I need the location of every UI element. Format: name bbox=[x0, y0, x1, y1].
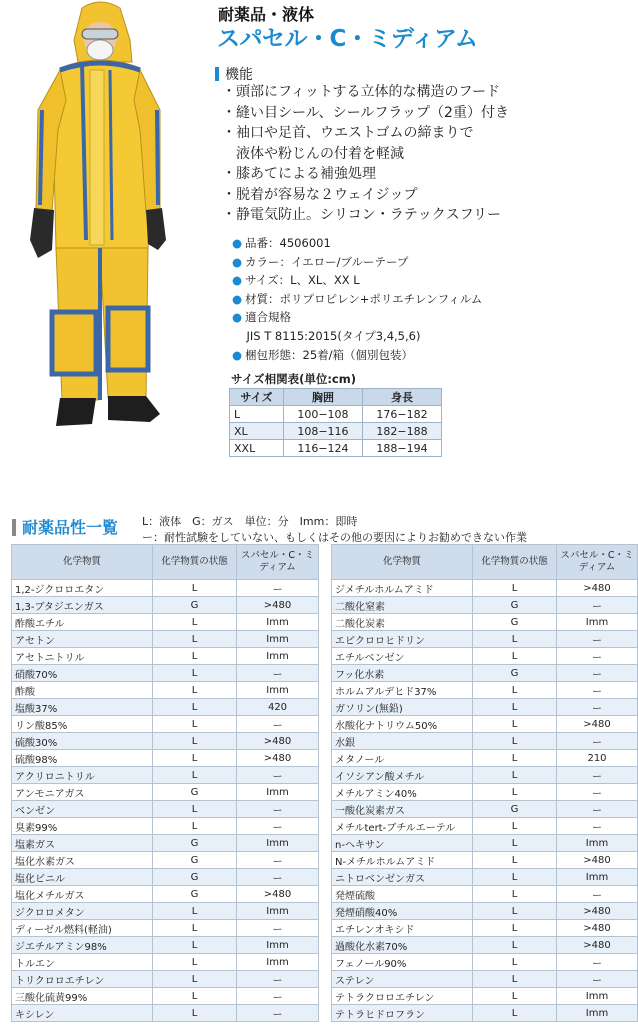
feature-item: ・静電気防止。シリコン・ラテックスフリー bbox=[222, 207, 502, 223]
size-table-caption: サイズ相関表(単位:cm) bbox=[231, 372, 356, 386]
chemical-name: 硝酸70% bbox=[12, 665, 153, 682]
chemical-state: L bbox=[473, 937, 557, 954]
breakthrough-time: ー bbox=[557, 801, 638, 818]
bullet-icon: ● bbox=[232, 291, 243, 306]
chemical-name: ステレン bbox=[332, 971, 473, 988]
breakthrough-time: Imm bbox=[557, 869, 638, 886]
chemical-name: N-メチルホルムアミド bbox=[332, 852, 473, 869]
table-row bbox=[332, 631, 638, 648]
chemical-name: 1,3-ブタジエンガス bbox=[12, 597, 153, 614]
chem-legend-note: ー：耐性試験をしていない、もしくはその他の要因によりお勧めできない作業 bbox=[142, 531, 527, 544]
chemical-name: 塩素ガス bbox=[12, 835, 153, 852]
table-row bbox=[12, 818, 319, 835]
table-row bbox=[12, 699, 319, 716]
breakthrough-time: Imm bbox=[237, 682, 319, 699]
breakthrough-time: Imm bbox=[237, 835, 319, 852]
breakthrough-time: >480 bbox=[237, 733, 319, 750]
table-row bbox=[12, 733, 319, 750]
breakthrough-time: ー bbox=[237, 767, 319, 784]
table-row bbox=[332, 580, 638, 597]
chemical-state: G bbox=[153, 886, 237, 903]
bullet-icon: ● bbox=[232, 236, 243, 250]
chem-table-header bbox=[12, 545, 319, 580]
table-row bbox=[12, 665, 319, 682]
chemical-name: 硫酸98% bbox=[12, 750, 153, 767]
table-row bbox=[230, 423, 442, 440]
chemical-name: ホルムアルデヒド37% bbox=[332, 682, 473, 699]
feature-item: ・袖口や足首、ウエストゴムの締まりで bbox=[222, 125, 474, 141]
chemical-name: ニトロベンゼンガス bbox=[332, 869, 473, 886]
chemical-state: L bbox=[153, 733, 237, 750]
column-header: 化学物質の状態 bbox=[153, 545, 237, 580]
chemical-state: L bbox=[153, 699, 237, 716]
chemical-state: L bbox=[153, 716, 237, 733]
breakthrough-time: >480 bbox=[237, 750, 319, 767]
spec-text: 梱包形態：25着/箱（個別包装） bbox=[245, 347, 414, 362]
table-row bbox=[12, 852, 319, 869]
table-row bbox=[332, 699, 638, 716]
breakthrough-time: Imm bbox=[237, 954, 319, 971]
chemical-name: n-ヘキサン bbox=[332, 835, 473, 852]
table-row bbox=[332, 648, 638, 665]
chemical-state: L bbox=[473, 1005, 557, 1022]
breakthrough-time: ー bbox=[237, 1005, 319, 1022]
table-row bbox=[332, 801, 638, 818]
column-header: 化学物質の状態 bbox=[473, 545, 557, 580]
table-row bbox=[12, 784, 319, 801]
breakthrough-time: ー bbox=[557, 682, 638, 699]
column-header: 胸囲 bbox=[283, 389, 362, 406]
breakthrough-time: Imm bbox=[237, 648, 319, 665]
column-header: スパセル・C・ミディアム bbox=[557, 545, 638, 580]
chemical-state: L bbox=[153, 954, 237, 971]
table-cell: 182−188 bbox=[362, 423, 441, 440]
spec-item bbox=[232, 308, 482, 327]
spec-item bbox=[232, 253, 482, 272]
column-header: スパセル・C・ミディアム bbox=[237, 545, 319, 580]
table-row bbox=[332, 767, 638, 784]
chemical-state: L bbox=[473, 988, 557, 1005]
table-row bbox=[12, 631, 319, 648]
chemical-state: L bbox=[153, 750, 237, 767]
table-row bbox=[332, 1005, 638, 1022]
feature-item: ・縫い目シール、シールフラップ（2重）付き bbox=[222, 104, 509, 121]
chemical-name: アセトニトリル bbox=[12, 648, 153, 665]
chemical-state: L bbox=[153, 665, 237, 682]
chemical-state: G bbox=[153, 852, 237, 869]
chemical-name: 発煙硝酸40% bbox=[332, 903, 473, 920]
breakthrough-time: ー bbox=[557, 954, 638, 971]
chemical-state: L bbox=[153, 767, 237, 784]
bullet-icon: ● bbox=[232, 273, 243, 288]
breakthrough-time: >480 bbox=[237, 597, 319, 614]
size-table-header bbox=[230, 389, 442, 406]
bullet-icon: ● bbox=[232, 254, 243, 269]
breakthrough-time: ー bbox=[237, 852, 319, 869]
table-row bbox=[332, 988, 638, 1005]
chemical-state: L bbox=[473, 818, 557, 835]
chemical-name: イソシアン酸メチル bbox=[332, 767, 473, 784]
chemical-name: メチルアミン40% bbox=[332, 784, 473, 801]
chemical-state: L bbox=[473, 682, 557, 699]
chemical-state: L bbox=[473, 852, 557, 869]
chemical-name: アクリロニトリル bbox=[12, 767, 153, 784]
chemical-state: G bbox=[153, 869, 237, 886]
breakthrough-time: ー bbox=[557, 648, 638, 665]
chemical-name: ジメチルホルムアミド bbox=[332, 580, 473, 597]
breakthrough-time: 420 bbox=[237, 699, 319, 716]
table-row bbox=[332, 903, 638, 920]
table-row bbox=[230, 406, 442, 423]
chemical-state: L bbox=[153, 988, 237, 1005]
spec-text: JIS T 8115:2015(タイプ3,4,5,6) bbox=[235, 328, 421, 343]
chemical-name: リン酸85% bbox=[12, 716, 153, 733]
chemical-state: L bbox=[153, 971, 237, 988]
chemical-state: L bbox=[473, 733, 557, 750]
spec-item bbox=[232, 234, 482, 253]
breakthrough-time: ー bbox=[557, 631, 638, 648]
chemical-state: L bbox=[473, 784, 557, 801]
table-row bbox=[12, 920, 319, 937]
spec-item bbox=[232, 290, 482, 309]
chemical-name: ベンゼン bbox=[12, 801, 153, 818]
table-row bbox=[12, 869, 319, 886]
table-row bbox=[12, 682, 319, 699]
breakthrough-time: ー bbox=[237, 665, 319, 682]
table-row bbox=[12, 971, 319, 988]
table-row bbox=[332, 597, 638, 614]
chemical-name: ディーゼル燃料(軽油) bbox=[12, 920, 153, 937]
chemical-name: フェノール90% bbox=[332, 954, 473, 971]
breakthrough-time: ー bbox=[557, 665, 638, 682]
chemical-name: 酢酸 bbox=[12, 682, 153, 699]
feature-item: ・膝あてによる補強処理 bbox=[222, 166, 376, 182]
table-cell: 116−124 bbox=[283, 440, 362, 457]
breakthrough-time: ー bbox=[557, 818, 638, 835]
table-row bbox=[332, 886, 638, 903]
column-header: 化学物質 bbox=[12, 545, 153, 580]
table-row bbox=[12, 614, 319, 631]
breakthrough-time: ー bbox=[557, 597, 638, 614]
breakthrough-time: ー bbox=[237, 920, 319, 937]
breakthrough-time: ー bbox=[237, 869, 319, 886]
features-heading: 機能 bbox=[215, 64, 253, 84]
table-row bbox=[12, 716, 319, 733]
feature-item: 液体や粉じんの付着を軽減 bbox=[222, 145, 404, 162]
feature-item: ・脱着が容易な２ウェイジップ bbox=[222, 186, 418, 203]
chemical-state: L bbox=[153, 648, 237, 665]
chemical-name: ジクロロメタン bbox=[12, 903, 153, 920]
breakthrough-time: Imm bbox=[237, 631, 319, 648]
table-cell: 188−194 bbox=[362, 440, 441, 457]
chemical-state: L bbox=[153, 682, 237, 699]
chemical-state: L bbox=[473, 971, 557, 988]
chemical-state: L bbox=[153, 614, 237, 631]
chemical-name: 発煙硫酸 bbox=[332, 886, 473, 903]
chemical-name: 塩化ビニル bbox=[12, 869, 153, 886]
table-row bbox=[332, 971, 638, 988]
table-row bbox=[12, 835, 319, 852]
chemical-name: 水酸化ナトリウム50% bbox=[332, 716, 473, 733]
table-cell: XL bbox=[230, 423, 284, 440]
chemical-name: メタノール bbox=[332, 750, 473, 767]
table-row bbox=[332, 818, 638, 835]
chemical-state: L bbox=[473, 631, 557, 648]
spec-text: 品番：4506001 bbox=[245, 236, 331, 250]
table-row bbox=[12, 801, 319, 818]
chemical-name: 過酸化水素70% bbox=[332, 937, 473, 954]
chemical-name: トルエン bbox=[12, 954, 153, 971]
chemical-name: 塩化メチルガス bbox=[12, 886, 153, 903]
breakthrough-time: ー bbox=[557, 767, 638, 784]
chemical-name: 水銀 bbox=[332, 733, 473, 750]
chemical-name: ジエチルアミン98% bbox=[12, 937, 153, 954]
spec-item bbox=[232, 346, 482, 365]
chemical-state: L bbox=[473, 835, 557, 852]
chemical-name: 三酸化硫黄99% bbox=[12, 988, 153, 1005]
chemical-name: 塩酸37% bbox=[12, 699, 153, 716]
chem-table-left bbox=[11, 544, 319, 1022]
spec-item bbox=[232, 271, 482, 290]
chemical-state: L bbox=[153, 920, 237, 937]
chemical-state: G bbox=[473, 665, 557, 682]
table-row bbox=[12, 767, 319, 784]
table-row bbox=[332, 920, 638, 937]
breakthrough-time: >480 bbox=[557, 937, 638, 954]
product-title: スパセル・C・ミディアム bbox=[217, 26, 478, 52]
table-row bbox=[12, 1005, 319, 1022]
bullet-icon: ● bbox=[232, 310, 243, 325]
breakthrough-time: ー bbox=[237, 988, 319, 1005]
chemical-state: L bbox=[153, 818, 237, 835]
table-row bbox=[12, 954, 319, 971]
table-cell: 100−108 bbox=[283, 406, 362, 423]
breakthrough-time: ー bbox=[237, 801, 319, 818]
breakthrough-time: Imm bbox=[237, 937, 319, 954]
chem-table-header bbox=[332, 545, 638, 580]
breakthrough-time: ー bbox=[237, 818, 319, 835]
chemical-name: 塩化水素ガス bbox=[12, 852, 153, 869]
chemical-name: 二酸化窒素 bbox=[332, 597, 473, 614]
spec-text: 材質：ポリプロピレン+ポリエチレンフィルム bbox=[245, 291, 483, 306]
heading-bar bbox=[215, 67, 219, 81]
chemical-name: アセトン bbox=[12, 631, 153, 648]
table-row bbox=[332, 835, 638, 852]
chemical-state: L bbox=[153, 937, 237, 954]
chemical-name: 酢酸エチル bbox=[12, 614, 153, 631]
breakthrough-time: >480 bbox=[557, 580, 638, 597]
chemical-name: キシレン bbox=[12, 1005, 153, 1022]
chem-legend: L：液体 G：ガス 単位：分 Imm：即時 bbox=[142, 515, 358, 528]
chemical-state: G bbox=[153, 597, 237, 614]
breakthrough-time: ー bbox=[557, 971, 638, 988]
table-row bbox=[12, 648, 319, 665]
spec-text: 適合規格 bbox=[245, 310, 292, 325]
chemical-name: エチルベンゼン bbox=[332, 648, 473, 665]
features-list bbox=[222, 82, 509, 226]
table-row bbox=[332, 784, 638, 801]
table-cell: 108−116 bbox=[283, 423, 362, 440]
table-row bbox=[332, 869, 638, 886]
chemical-name: エチレンオキシド bbox=[332, 920, 473, 937]
table-row bbox=[332, 665, 638, 682]
chemical-name: ガソリン(無鉛) bbox=[332, 699, 473, 716]
breakthrough-time: 210 bbox=[557, 750, 638, 767]
table-row bbox=[12, 903, 319, 920]
breakthrough-time: Imm bbox=[237, 614, 319, 631]
table-cell: L bbox=[230, 406, 284, 423]
table-row bbox=[332, 750, 638, 767]
specs-list bbox=[232, 234, 482, 364]
chemical-state: G bbox=[473, 597, 557, 614]
chemical-state: G bbox=[473, 801, 557, 818]
breakthrough-time: ー bbox=[557, 699, 638, 716]
spec-text: カラー：イエロー/ブルーテープ bbox=[245, 254, 409, 269]
breakthrough-time: ー bbox=[237, 580, 319, 597]
size-table bbox=[229, 388, 442, 457]
chem-table-right bbox=[331, 544, 638, 1022]
table-row bbox=[332, 682, 638, 699]
chemical-state: L bbox=[473, 767, 557, 784]
chemical-state: L bbox=[473, 716, 557, 733]
breakthrough-time: Imm bbox=[557, 988, 638, 1005]
breakthrough-time: Imm bbox=[557, 614, 638, 631]
table-cell: XXL bbox=[230, 440, 284, 457]
chemical-name: 一酸化炭素ガス bbox=[332, 801, 473, 818]
table-row bbox=[332, 733, 638, 750]
spec-item bbox=[232, 327, 482, 346]
table-row bbox=[230, 440, 442, 457]
chemical-state: G bbox=[473, 614, 557, 631]
breakthrough-time: Imm bbox=[557, 1005, 638, 1022]
chemical-state: L bbox=[153, 801, 237, 818]
table-cell: 176−182 bbox=[362, 406, 441, 423]
bullet-icon: ● bbox=[232, 347, 243, 362]
chemical-name: アンモニアガス bbox=[12, 784, 153, 801]
column-header: 化学物質 bbox=[332, 545, 473, 580]
breakthrough-time: ー bbox=[557, 784, 638, 801]
table-row bbox=[12, 886, 319, 903]
chemical-name: テトラクロロエチレン bbox=[332, 988, 473, 1005]
breakthrough-time: Imm bbox=[237, 784, 319, 801]
breakthrough-time: >480 bbox=[557, 716, 638, 733]
chemical-state: L bbox=[473, 903, 557, 920]
chemical-state: L bbox=[473, 699, 557, 716]
table-row bbox=[332, 852, 638, 869]
chemical-name: フッ化水素 bbox=[332, 665, 473, 682]
breakthrough-time: >480 bbox=[557, 903, 638, 920]
breakthrough-time: ー bbox=[237, 716, 319, 733]
product-category: 耐薬品・液体 bbox=[218, 5, 315, 24]
breakthrough-time: Imm bbox=[557, 835, 638, 852]
breakthrough-time: >480 bbox=[557, 920, 638, 937]
chemical-state: G bbox=[153, 835, 237, 852]
chemical-state: L bbox=[473, 886, 557, 903]
chemical-state: L bbox=[153, 580, 237, 597]
chemical-state: L bbox=[153, 631, 237, 648]
chemical-state: L bbox=[473, 750, 557, 767]
heading-bar bbox=[12, 519, 16, 536]
chemical-state: L bbox=[473, 648, 557, 665]
breakthrough-time: ー bbox=[557, 733, 638, 750]
table-row bbox=[332, 954, 638, 971]
table-row bbox=[12, 580, 319, 597]
table-row bbox=[12, 937, 319, 954]
breakthrough-time: ー bbox=[237, 971, 319, 988]
chem-heading: 耐薬品性一覧 bbox=[12, 515, 118, 538]
chemical-name: トリクロロエチレン bbox=[12, 971, 153, 988]
chemical-state: L bbox=[473, 869, 557, 886]
chemical-name: 二酸化炭素 bbox=[332, 614, 473, 631]
chemical-state: L bbox=[473, 920, 557, 937]
chemical-name: エピクロロヒドリン bbox=[332, 631, 473, 648]
table-row bbox=[332, 937, 638, 954]
chemical-state: L bbox=[153, 1005, 237, 1022]
chemical-name: 硫酸30% bbox=[12, 733, 153, 750]
table-row bbox=[12, 750, 319, 767]
table-row bbox=[12, 597, 319, 614]
table-row bbox=[332, 716, 638, 733]
chemical-state: L bbox=[473, 580, 557, 597]
chemical-name: 臭素99% bbox=[12, 818, 153, 835]
spec-text: サイズ：L、XL、XX L bbox=[245, 273, 360, 288]
chemical-name: 1,2-ジクロロエタン bbox=[12, 580, 153, 597]
breakthrough-time: ー bbox=[557, 886, 638, 903]
chemical-name: メチルtert-ブチルエーテル bbox=[332, 818, 473, 835]
column-header: 身長 bbox=[362, 389, 441, 406]
breakthrough-time: >480 bbox=[557, 852, 638, 869]
chemical-state: L bbox=[153, 903, 237, 920]
chemical-state: G bbox=[153, 784, 237, 801]
breakthrough-time: >480 bbox=[237, 886, 319, 903]
table-row bbox=[12, 988, 319, 1005]
breakthrough-time: Imm bbox=[237, 903, 319, 920]
chemical-state: L bbox=[473, 954, 557, 971]
chemical-name: テトラヒドロフラン bbox=[332, 1005, 473, 1022]
table-row bbox=[332, 614, 638, 631]
feature-item: ・頭部にフィットする立体的な構造のフード bbox=[222, 84, 501, 100]
column-header: サイズ bbox=[230, 389, 284, 406]
product-photo bbox=[0, 0, 210, 440]
